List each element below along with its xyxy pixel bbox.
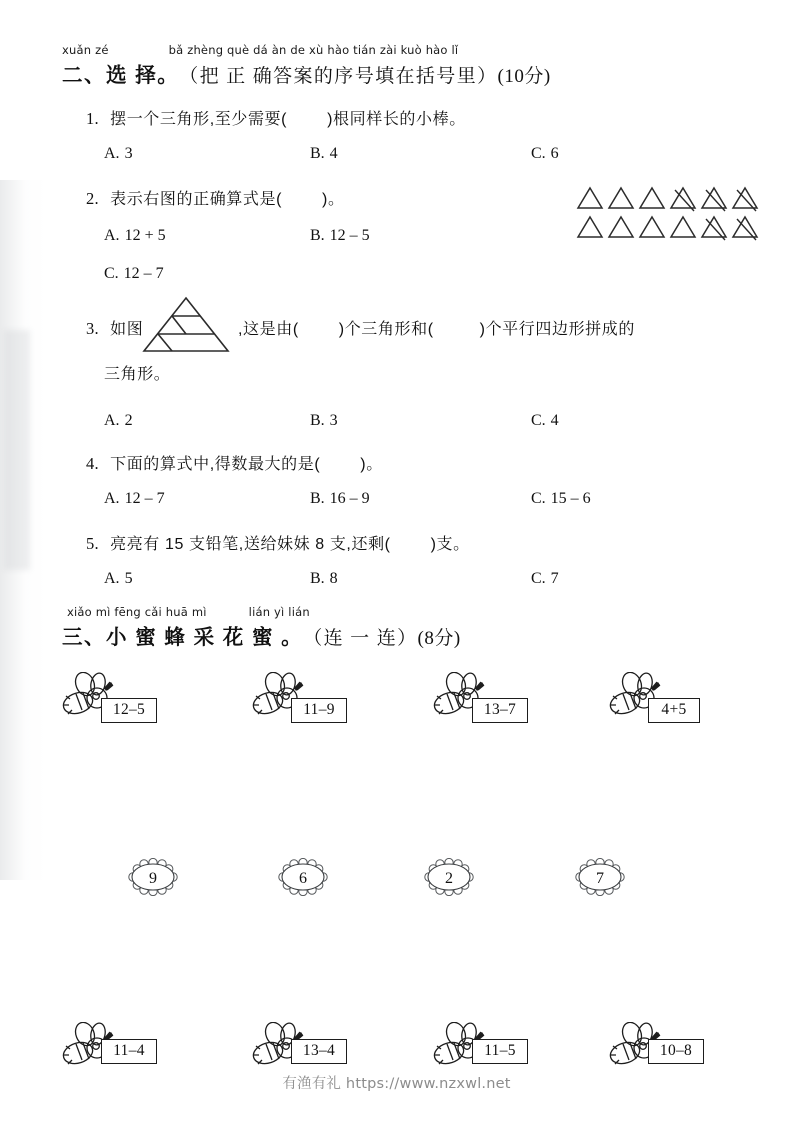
flower-oval[interactable]	[124, 858, 182, 901]
section-two-score: (10分)	[497, 66, 551, 87]
question-3-text-d: )个平行四边形拼成的	[479, 321, 635, 338]
expression-value: 11–9	[303, 701, 335, 718]
expression-value: 4+5	[661, 701, 687, 718]
composite-triangle-figure	[140, 294, 232, 361]
flower-value: 2	[445, 870, 453, 887]
question-1-option-c-label: C.	[531, 145, 546, 162]
question-3-option-c-label: C.	[531, 412, 546, 429]
expression-box[interactable]	[648, 1039, 704, 1064]
question-1-number: 1.	[86, 109, 99, 128]
section-three-pinyin-paren: lián yì lián	[248, 605, 310, 619]
flower-oval[interactable]	[571, 858, 629, 901]
question-3-option-b-label: B.	[310, 412, 325, 429]
expression-box[interactable]	[472, 698, 528, 723]
question-4-option-a-label: A.	[104, 490, 120, 507]
question-3-text-b: ,这是由(	[238, 321, 299, 338]
question-4-option-b[interactable]	[310, 490, 370, 508]
expression-box[interactable]	[291, 1039, 347, 1064]
question-2	[86, 186, 345, 209]
question-2-option-c-value: 12 – 7	[123, 265, 164, 282]
footer-watermark: 有渔有礼 https://www.nzxwl.net	[282, 1076, 511, 1092]
section-two-pinyin	[62, 42, 551, 57]
question-3-option-a[interactable]	[104, 412, 133, 430]
question-5-text-before: 亮亮有 15 支铅笔,送给妹妹 8 支,还剩(	[110, 536, 391, 553]
expression-box[interactable]	[101, 698, 157, 723]
section-three-pinyin-title: xiǎo mì fēng cǎi huā mì	[67, 605, 207, 619]
question-4-option-a[interactable]	[104, 490, 165, 508]
question-4-number: 4.	[86, 454, 99, 473]
question-2-option-c-label: C.	[104, 265, 119, 282]
section-two-pinyin-title: xuǎn zé	[62, 43, 109, 57]
section-three-title-line	[62, 620, 461, 650]
question-3-text-c: )个三角形和(	[338, 321, 434, 338]
question-2-option-a-label: A.	[104, 227, 120, 244]
question-3-text-line2: 三角形。	[104, 366, 171, 383]
question-2-option-c[interactable]	[104, 265, 164, 283]
flower-oval[interactable]	[420, 858, 478, 901]
question-4-text-before: 下面的算式中,得数最大的是(	[110, 456, 321, 473]
section-three-pinyin	[62, 604, 461, 619]
question-3-text	[238, 316, 635, 339]
question-3-number-wrap	[86, 316, 143, 339]
question-5-option-a[interactable]	[104, 570, 133, 588]
question-3-option-c[interactable]	[531, 412, 559, 430]
expression-value: 11–5	[484, 1042, 516, 1059]
question-2-number: 2.	[86, 189, 99, 208]
triangle-shape-crossed	[699, 183, 730, 212]
section-two-heading	[62, 42, 551, 88]
question-5-option-a-label: A.	[104, 570, 120, 587]
section-two-pinyin-paren: bǎ zhèng què dá àn de xù hào tián zài kuò hào lǐ	[168, 43, 459, 57]
question-2-option-b[interactable]	[310, 227, 370, 245]
triangle-shape-crossed	[730, 183, 761, 212]
question-5-option-b[interactable]	[310, 570, 338, 588]
flower-oval[interactable]	[274, 858, 332, 901]
question-3-number: 3.	[86, 319, 99, 338]
triangle-shape	[637, 183, 668, 212]
question-5-option-b-label: B.	[310, 570, 325, 587]
flower-value: 6	[299, 870, 307, 887]
question-1-option-a-value: 3	[124, 145, 133, 162]
triangle-shape-crossed	[699, 212, 730, 241]
question-1-option-b[interactable]	[310, 145, 338, 163]
question-5-option-c-label: C.	[531, 570, 546, 587]
section-three-score: (8分)	[417, 628, 461, 649]
question-2-option-a-value: 12 + 5	[124, 227, 166, 244]
question-4-option-c-label: C.	[531, 490, 546, 507]
question-1-option-b-label: B.	[310, 145, 325, 162]
question-4	[86, 451, 383, 474]
question-2-text-after: )。	[322, 191, 345, 208]
triangle-shape	[606, 183, 637, 212]
question-3-option-a-label: A.	[104, 412, 120, 429]
section-three-instruction: （连 一 连）	[303, 628, 418, 649]
question-5-option-b-value: 8	[329, 570, 338, 587]
triangle-shape	[575, 183, 606, 212]
expression-value: 10–8	[659, 1042, 693, 1059]
question-4-text-after: )。	[360, 456, 383, 473]
question-3-text-line2-wrap	[104, 361, 170, 384]
section-three-heading	[62, 604, 461, 650]
question-5-option-a-value: 5	[124, 570, 133, 587]
section-three-label: 三、小 蜜 蜂 采 花 蜜 。	[62, 626, 304, 649]
flower-value: 7	[596, 870, 604, 887]
expression-value: 11–4	[113, 1042, 145, 1059]
question-4-option-a-value: 12 – 7	[124, 490, 165, 507]
question-2-option-b-label: B.	[310, 227, 325, 244]
triangle-shape	[668, 212, 699, 241]
expression-box[interactable]	[101, 1039, 157, 1064]
question-3-option-c-value: 4	[550, 412, 559, 429]
question-4-option-b-value: 16 – 9	[329, 490, 370, 507]
triangle-shape	[606, 212, 637, 241]
question-1-option-a-label: A.	[104, 145, 120, 162]
expression-box[interactable]	[291, 698, 347, 723]
expression-box[interactable]	[472, 1039, 528, 1064]
question-1	[86, 106, 466, 129]
question-3-option-b-value: 3	[329, 412, 338, 429]
question-1-text-before: 摆一个三角形,至少需要(	[110, 111, 288, 128]
question-2-option-b-value: 12 – 5	[329, 227, 370, 244]
section-two-label: 二、选 择。	[62, 64, 180, 87]
scan-edge-blur	[4, 330, 30, 570]
question-4-option-c[interactable]	[531, 490, 591, 508]
triangle-shape-crossed	[668, 183, 699, 212]
question-1-option-c[interactable]	[531, 145, 559, 163]
question-2-option-a[interactable]	[104, 227, 166, 245]
question-3-text-a: 如图	[110, 321, 144, 338]
question-3-option-a-value: 2	[124, 412, 133, 429]
question-5-text-after: )支。	[430, 536, 470, 553]
flower-value: 9	[149, 870, 157, 887]
expression-value: 13–7	[483, 701, 517, 718]
section-two-instruction: （把 正 确答案的序号填在括号里）	[179, 66, 498, 87]
question-1-option-c-value: 6	[550, 145, 559, 162]
question-3-option-b[interactable]	[310, 412, 338, 430]
scan-edge-shadow	[0, 180, 46, 880]
question-5-option-c-value: 7	[550, 570, 559, 587]
question-1-option-b-value: 4	[329, 145, 338, 162]
question-4-option-c-value: 15 – 6	[550, 490, 591, 507]
question-2-text-before: 表示右图的正确算式是(	[110, 191, 283, 208]
triangle-array-figure	[575, 183, 761, 241]
question-5-number: 5.	[86, 534, 99, 553]
section-two-title-line	[62, 58, 551, 88]
question-1-text-after: )根同样长的小棒。	[327, 111, 466, 128]
expression-value: 12–5	[112, 701, 146, 718]
expression-box[interactable]	[648, 698, 700, 723]
triangle-shape	[575, 212, 606, 241]
triangle-shape-crossed	[730, 212, 761, 241]
question-5-option-c[interactable]	[531, 570, 559, 588]
expression-value: 13–4	[302, 1042, 336, 1059]
question-1-option-a[interactable]	[104, 145, 133, 163]
triangle-shape	[637, 212, 668, 241]
question-5	[86, 531, 470, 554]
question-4-option-b-label: B.	[310, 490, 325, 507]
